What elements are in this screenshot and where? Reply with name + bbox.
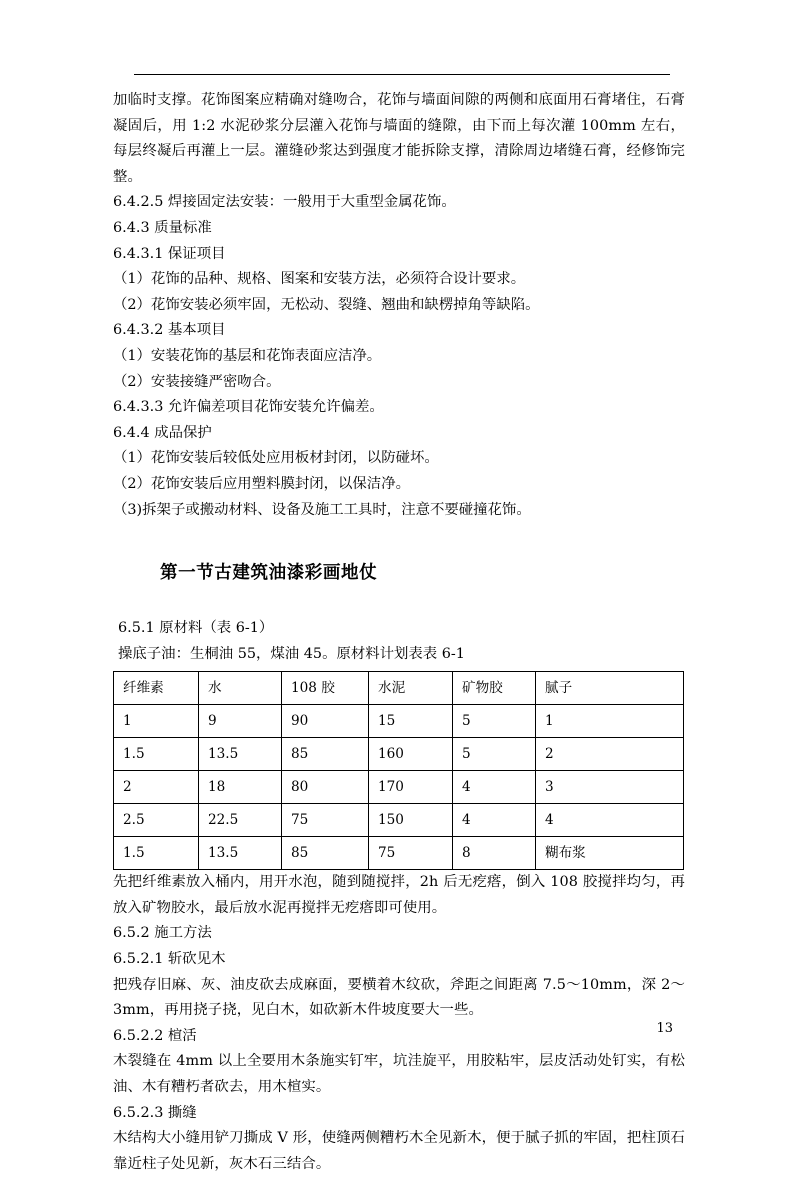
table-cell: 75 — [282, 804, 369, 837]
table-cell: 4 — [453, 771, 536, 804]
table-row — [114, 738, 684, 771]
paragraph-seam-tearing-method: 木结构大小缝用铲刀撕成 V 形，使缝两侧糟朽木全见新木，便于腻子抓的牢固，把柱顶石靠近柱子处见新，灰木石三结合。 — [113, 1130, 685, 1172]
clause-6-5-2-2: 6.5.2.2 楦活 — [113, 1027, 197, 1044]
table-cell: 2.5 — [114, 804, 199, 837]
spacer-before-heading — [113, 523, 685, 560]
table-cell: 18 — [199, 771, 282, 804]
table-cell: 13.5 — [199, 738, 282, 771]
table-cell: 85 — [282, 738, 369, 771]
clause-6-4-3-3: 6.4.3.3 允许偏差项目花饰安装允许偏差。 — [113, 399, 384, 416]
table-cell: 4 — [536, 804, 684, 837]
table-cell: 15 — [369, 705, 453, 738]
clause-6-4-3-2: 6.4.3.2 基本项目 — [113, 322, 226, 339]
table-cell: 22.5 — [199, 804, 282, 837]
material-plan-caption: 操底子油：生桐油 55，煤油 45。原材料计划表表 6-1 — [118, 645, 465, 662]
paragraph-mixing-instructions: 先把纤维素放入桶内，用开水泡，随到随搅拌，2h 后无疙瘩，倒入 108 胶搅拌均匀，再放入矿物胶水，最后放水泥再搅拌无疙瘩即可使用。 — [113, 874, 685, 916]
table-cell: 1.5 — [114, 837, 199, 870]
table-header-cell: 纤维素 — [114, 672, 199, 705]
table-cell: 2 — [114, 771, 199, 804]
table-cell: 85 — [282, 837, 369, 870]
table-cell: 150 — [369, 804, 453, 837]
clause-6-4-2-5: 6.4.2.5 焊接固定法安装：一般用于大重型金属花饰。 — [113, 194, 456, 211]
table-cell: 1 — [114, 705, 199, 738]
table-cell: 4 — [453, 804, 536, 837]
paragraph-wedging-method: 木裂缝在 4mm 以上全要用木条施实钉牢，坑洼旋平，用胶粘牢，层皮活动处钉实，有松油、木有糟朽者砍去，用木楦实。 — [113, 1053, 685, 1096]
clause-6-4-3-2-item-2: （2）安装接缝严密吻合。 — [113, 373, 281, 390]
page-number: 13 — [656, 1021, 673, 1036]
table-cell: 9 — [199, 705, 282, 738]
table-cell: 13.5 — [199, 837, 282, 870]
table-cell: 90 — [282, 705, 369, 738]
clause-6-5-2: 6.5.2 施工方法 — [113, 925, 212, 942]
clause-6-4-4: 6.4.4 成品保护 — [113, 424, 212, 441]
table-cell: 糊布浆 — [536, 837, 684, 870]
table-header-cell: 水泥 — [369, 672, 453, 705]
clause-6-4-3-1-item-1: （1）花饰的品种、规格、图案和安装方法，必须符合设计要求。 — [113, 271, 526, 288]
paragraph-chopping-method: 把残存旧麻、灰、油皮砍去成麻面，要横着木纹砍，斧距之间距离 7.5～10mm，深 2～3mm，再用挠子挠，见白木，如砍新木件坡度要大一些。 — [113, 976, 685, 1019]
table-cell: 3 — [536, 771, 684, 804]
clause-6-4-3-1-item-2: （2）花饰安装必须牢固，无松动、裂缝、翘曲和缺楞掉角等缺陷。 — [113, 296, 540, 313]
clause-6-4-4-item-1: （1）花饰安装后较低处应用板材封闭，以防碰坏。 — [113, 450, 439, 467]
section-heading: 第一节古建筑油漆彩画地仗 — [160, 563, 378, 584]
document-content — [113, 88, 685, 1177]
material-mix-table — [113, 671, 684, 870]
table-row — [114, 771, 684, 804]
clause-6-4-3-2-item-1: （1）安装花饰的基层和花饰表面应洁净。 — [113, 347, 382, 364]
header-rule-divider — [134, 74, 670, 75]
table-cell: 8 — [453, 837, 536, 870]
table-row — [114, 837, 684, 870]
table-header-cell: 108 胶 — [282, 672, 369, 705]
clause-6-4-3: 6.4.3 质量标准 — [113, 219, 212, 236]
table-cell: 5 — [453, 738, 536, 771]
table-cell: 170 — [369, 771, 453, 804]
table-row — [114, 705, 684, 738]
clause-6-5-2-1: 6.5.2.1 斩砍见木 — [113, 951, 226, 968]
table-cell: 1 — [536, 705, 684, 738]
table-header-cell: 水 — [199, 672, 282, 705]
table-cell: 1.5 — [114, 738, 199, 771]
table-cell: 80 — [282, 771, 369, 804]
clause-6-4-3-1: 6.4.3.1 保证项目 — [113, 245, 226, 262]
table-cell: 75 — [369, 837, 453, 870]
table-header-cell: 矿物胶 — [453, 672, 536, 705]
table-header-row — [114, 672, 684, 705]
clause-6-5-1: 6.5.1 原材料（表 6-1） — [118, 620, 274, 637]
clause-6-4-4-item-3: （3)拆架子或搬动材料、设备及施工工具时，注意不要碰撞花饰。 — [113, 501, 531, 518]
spacer-after-heading — [113, 586, 685, 616]
clause-6-5-2-3: 6.5.2.3 撕缝 — [113, 1104, 197, 1121]
table-row — [114, 804, 684, 837]
table-cell: 5 — [453, 705, 536, 738]
table-header-cell: 腻子 — [536, 672, 684, 705]
clause-6-4-4-item-2: （2）花饰安装后应用塑料膜封闭，以保洁净。 — [113, 475, 410, 492]
paragraph-flower-support: 加临时支撑。花饰图案应精确对缝吻合，花饰与墙面间隙的两侧和底面用石膏堵住，石膏凝固后，用 1:2 水泥砂浆分层灌入花饰与墙面的缝隙，由下而上每次灌 100mm 左右，每层终凝后再灌上一层。灌缝砂浆达到强度才能拆除支撑，清除周边堵缝石膏，经修饰完整。 — [113, 92, 685, 185]
table-cell: 160 — [369, 738, 453, 771]
table-cell: 2 — [536, 738, 684, 771]
